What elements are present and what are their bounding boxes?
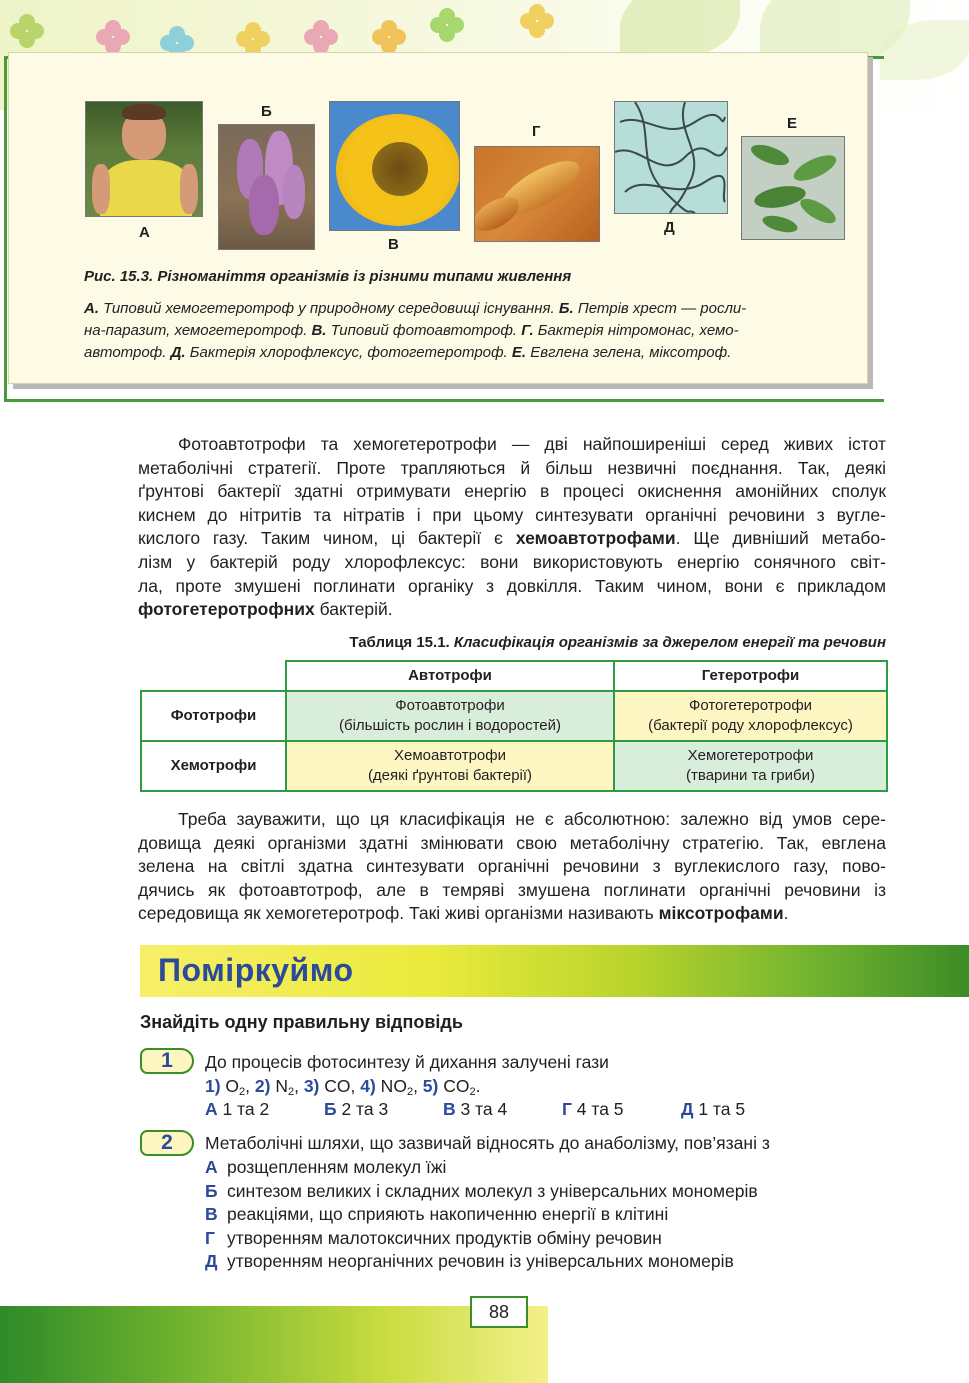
answer-option	[562, 1099, 624, 1120]
caption-text: Типовий хемогетеротроф у природному середовищі існування.	[99, 300, 559, 317]
table-col-header-heterotrophs: Гетеротрофи	[614, 661, 887, 691]
caption-marker: В.	[311, 322, 327, 339]
caption-marker: Б.	[558, 300, 574, 317]
cell-title: Хемоавтотрофи	[394, 747, 506, 764]
gas-subscript: 2	[406, 1086, 414, 1098]
task-instruction: Знайдіть одну правильну відповідь	[140, 1012, 463, 1032]
section-banner	[140, 945, 969, 997]
photo-chloroflexus	[614, 101, 728, 214]
table-cell-photoheterotrophs	[614, 691, 887, 741]
option-text: реакціями, що сприяють накопиченню енергії в клітині	[227, 1204, 669, 1224]
gas-number: 3)	[303, 1076, 320, 1096]
figure-label-e: Е	[787, 115, 798, 132]
option-letter: Г	[205, 1227, 215, 1248]
figure-label-b: Б	[261, 103, 272, 120]
section-title: Поміркуймо	[158, 952, 354, 988]
figure-caption-line	[84, 342, 864, 364]
option-letter: Б	[205, 1180, 218, 1201]
question-2-text: Метаболічні шляхи, що зазвичай відносять до анаболізму, пов’язані з	[205, 1133, 770, 1153]
table-row-header-chemotrophs: Хемотрофи	[141, 741, 286, 791]
cell-title: Фотогетеротрофи	[688, 697, 813, 714]
gas-subscript: 2	[469, 1086, 476, 1098]
answer-option	[205, 1250, 758, 1274]
caption-marker: Г.	[521, 322, 534, 339]
flower-decoration-icon	[372, 20, 406, 54]
table-cell-photoautotrophs	[286, 691, 614, 741]
option-text: 2 та 3	[336, 1099, 389, 1119]
key-term: хемоавтотрофами	[515, 528, 676, 549]
text-segment: . Ще дивніший метабо-	[675, 528, 886, 549]
cell-note: (тварини та гриби)	[686, 767, 815, 784]
question-1-text: До процесів фотосинтезу й дихання залучені гази	[205, 1052, 609, 1072]
figure-caption-line	[84, 298, 864, 320]
leaf-decoration-icon	[620, 0, 740, 60]
caption-text: Типовий фотоавтотроф.	[326, 322, 522, 339]
gas-formula: CO	[319, 1076, 351, 1096]
option-text: утворенням неорганічних речовин із універсальних мономерів	[227, 1251, 734, 1271]
question-1-number: 1	[140, 1048, 194, 1074]
figure-caption	[84, 298, 864, 364]
option-text: 1 та 5	[693, 1099, 746, 1119]
question-2-number: 2	[140, 1130, 194, 1156]
figure-label-d: Д	[664, 219, 675, 236]
gas-separator: ,	[413, 1076, 423, 1096]
photo-man	[85, 101, 203, 217]
option-letter: Г	[562, 1099, 572, 1119]
figure-label-v: В	[388, 236, 399, 253]
cell-note: (деякі ґрунтові бактерії)	[367, 767, 533, 784]
gas-number: 1)	[205, 1076, 221, 1096]
gas-number: 5)	[422, 1076, 439, 1096]
gas-formula: N	[270, 1076, 288, 1096]
flower-decoration-icon	[304, 20, 338, 54]
text-segment: середовища як хемогетеротроф. Такі живі організми називають	[138, 903, 659, 924]
key-term: міксотрофами	[658, 903, 784, 924]
answer-option	[205, 1180, 758, 1204]
gas-number: 4)	[360, 1076, 376, 1096]
caption-text: на-паразит, хемогетеротроф.	[84, 322, 312, 339]
photo-nitromonas	[474, 146, 600, 242]
page-number: 88	[470, 1296, 528, 1328]
table-corner-cell	[141, 661, 286, 691]
paragraph-2	[138, 808, 886, 926]
gas-formula: O	[220, 1076, 240, 1096]
option-text: утворенням малотоксичних продуктів обміну речовин	[227, 1227, 662, 1248]
text-segment: кислого газу. Таким чином, ці бактерії є	[138, 528, 516, 549]
option-letter: А	[205, 1157, 218, 1177]
answer-option	[443, 1099, 507, 1120]
text-segment: бактерій.	[314, 599, 393, 620]
option-text: 1 та 2	[217, 1099, 270, 1119]
option-text: розщепленням молекул їжі	[227, 1157, 447, 1177]
option-letter: Д	[205, 1251, 218, 1271]
answer-option	[205, 1156, 758, 1180]
caption-text: Петрів хрест — росли-	[573, 300, 747, 317]
text-line: метаболічні стратегії. Проте трапляються й більш незвичні поєднання. Так, деякі	[138, 457, 886, 478]
text-line: лізм у бактерій роду хлорофлексус: вони використовують енергію сонячного світ-	[138, 551, 886, 572]
flower-decoration-icon	[10, 14, 44, 48]
text-line: киснем до нітритів та нітратів і при цьому синтезувати органічні речовини з вугле-	[138, 504, 886, 525]
question-2-options	[205, 1156, 758, 1274]
caption-text: Бактерія хлорофлексус, фотогетеротроф.	[185, 344, 512, 361]
photo-plant	[218, 124, 315, 250]
option-letter: В	[205, 1204, 218, 1224]
key-term: фотогетеротрофних	[138, 599, 315, 620]
figure-title: Рис. 15.3. Різноманіття організмів із різними типами живлення	[84, 268, 572, 285]
text-segment: .	[783, 903, 789, 924]
answer-option	[681, 1099, 745, 1120]
text-line: дячись як фотоавтотроф, але в темряві змушена поглинати органічні речовини із	[138, 879, 886, 900]
photo-euglena	[741, 136, 845, 240]
option-letter: Д	[681, 1099, 694, 1119]
figure-caption-line	[84, 320, 864, 342]
gas-separator: .	[475, 1076, 481, 1096]
classification-table	[140, 660, 888, 792]
table-cell-chemoautotrophs	[286, 741, 614, 791]
question-1-options	[205, 1099, 785, 1123]
cell-title: Хемогетеротрофи	[687, 747, 814, 764]
option-letter: В	[443, 1099, 456, 1119]
answer-option	[205, 1099, 269, 1120]
option-letter: Б	[324, 1099, 337, 1119]
gas-separator: ,	[350, 1076, 361, 1096]
footer-band	[0, 1306, 548, 1383]
cell-note: (бактерії роду хлорофлексус)	[648, 717, 853, 734]
flower-decoration-icon	[236, 22, 270, 56]
gas-separator: ,	[245, 1076, 255, 1096]
answer-option	[324, 1099, 388, 1120]
table-caption-title: Класифікація організмів за джерелом енергії та речовин	[449, 634, 886, 651]
filaments-drawing	[615, 102, 727, 213]
option-text: синтезом великих і складних молекул з універсальних мономерів	[227, 1180, 758, 1201]
table-caption-prefix: Таблиця 15.1.	[349, 634, 450, 651]
table-cell-chemoheterotrophs	[614, 741, 887, 791]
answer-option	[205, 1227, 758, 1251]
flower-decoration-icon	[520, 4, 554, 38]
caption-marker: А.	[84, 300, 99, 317]
text-line: Треба зауважити, що ця класифікація не є абсолютною: залежно від умов сере-	[178, 809, 886, 829]
text-line: Фотоавтотрофи та хемогетеротрофи — дві найпоширеніші серед живих істот	[178, 434, 886, 454]
text-line: зелена на світлі здатна синтезувати органічні речовини з вуглекислого газу, пово-	[138, 856, 886, 877]
text-line	[138, 902, 886, 926]
table-caption	[258, 634, 886, 651]
caption-text: Евглена зелена, міксотроф.	[526, 344, 732, 361]
gas-formula: CO	[438, 1076, 470, 1096]
answer-option	[205, 1203, 758, 1227]
table-row-header-phototrophs: Фототрофи	[141, 691, 286, 741]
text-line: ла, проте змушені поглинати органіку з довкілля. Таким чином, вони є прикладом	[138, 575, 886, 596]
photo-sunflower	[329, 101, 460, 231]
caption-text: автотроф.	[84, 344, 171, 361]
gas-number: 2)	[254, 1076, 271, 1096]
caption-text: Бактерія нітромонас, хемо-	[533, 322, 739, 339]
flower-decoration-icon	[430, 8, 464, 42]
gas-formula: NO	[375, 1076, 407, 1096]
caption-marker: Е.	[511, 344, 527, 361]
flower-decoration-icon	[96, 20, 130, 54]
option-letter: А	[205, 1099, 218, 1119]
cell-note: (більшість рослин і водоростей)	[339, 717, 561, 734]
text-line: ґрунтові бактерії здатні отримувати енергію в процесі окиснення амонійних сполук	[138, 481, 886, 502]
gas-separator: ,	[294, 1076, 304, 1096]
caption-marker: Д.	[170, 344, 186, 361]
gas-subscript: 2	[239, 1086, 246, 1098]
option-text: 4 та 5	[571, 1099, 624, 1119]
gas-subscript: 2	[287, 1086, 295, 1098]
text-line	[138, 598, 886, 622]
text-line: довища деякі організми здатні змінювати свою метаболічну стратегію. Так, евглена	[138, 832, 886, 853]
paragraph-1	[138, 433, 886, 622]
table-col-header-autotrophs: Автотрофи	[286, 661, 614, 691]
figure-label-g: Г	[532, 123, 541, 140]
option-text: 3 та 4	[455, 1099, 508, 1119]
cell-title: Фотоавтотрофи	[395, 697, 505, 714]
text-line	[138, 527, 886, 551]
figure-label-a: А	[139, 224, 150, 241]
